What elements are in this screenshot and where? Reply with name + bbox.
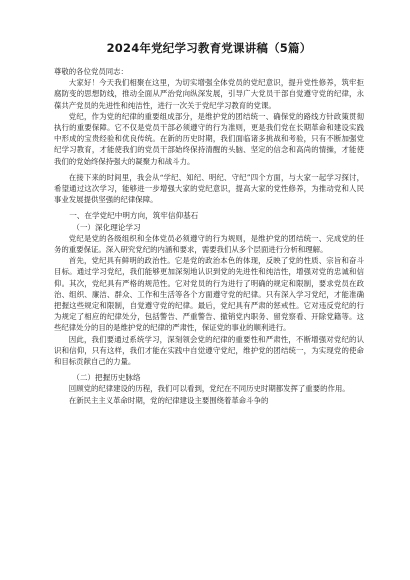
subsection-heading-1: （一）深化理论学习 [72,222,141,232]
paragraph-history-1: 回顾党的纪律建设的历程，我们可以看到，党纪在不同历史时期都发挥了重要的作用。 [68,384,350,394]
paragraph-party-discipline: 党纪，作为党的纪律的重要组成部分，是维护党的团结统一、确保党的路线方针政策贯彻执行的重要保障。它不仅是党员干部必须遵守的行为准则，更是我们党在长期革命和建设实践中形成的宝贵经验和优良传统。在新的历史时期，我们面临诸多挑战和考验，只有不断加强党纪学习教育，才能使我们的党员干部始终保持清醒的头脑、坚定的信念和高尚的情操，才能使我们的党始终保持强大的凝聚力和战斗力。 [54,111,364,166]
paragraph-outline: 在接下来的时间里，我会从“学纪、知纪、明纪、守纪”四个方面，与大家一起学习探讨，希望通过这次学习，能够进一步增强大家的党纪意识，提高大家的党性修养，为推动党和人民事业发展提供坚强的纪律保障。 [54,172,364,205]
paragraph-theory-1: 党纪是党的各级组织和全体党员必须遵守的行为规则，是维护党的团结统一、完成党的任务的重要保证。深入研究党纪的内涵和要求，需要我们从多个层面进行分析和理解。 [54,233,364,255]
document-title: 2024年党纪学习教育党课讲稿（5篇） [106,41,312,55]
greeting: 尊敬的各位党员同志： [54,67,128,76]
paragraph-intro: 大家好！今天我们相聚在这里，为切实增强全体党员的党纪意识，提升党性修养，筑牢拒腐防变的思想防线，推动全面从严治党向纵深发展，引导广大党员干部自觉遵守党的纪律，永葆共产党员的先进性和纯洁性，进行一次关于党纪学习教育的党课。 [54,78,364,110]
paragraph-history-2: 在新民主主义革命时期，党的纪律建设主要围绕着革命斗争的 [68,395,269,405]
paragraph-theory-2: 首先，党纪具有鲜明的政治性。它是党的政治本色的体现，反映了党的性质、宗旨和奋斗目标。通过学习党纪，我们能够更加深刻地认识到党的先进性和纯洁性，增强对党的忠诚和信仰。其次，党纪具有严格的规范性。它对党员的行为进行了明确的规定和限制，要求党员在政治、组织、廉洁、群众、工作和生活等各个方面遵守党的纪律。只有深入学习党纪，才能准确把握这些规定和限制，自觉遵守党的纪律。最后，党纪具有严肃的惩戒性。它对违反党纪的行为规定了相应的纪律处分，包括警告、严重警告、撤销党内职务、留党察看、开除党籍等。这些纪律处分的目的是维护党的纪律的严肃性，保证党的事业的顺利进行。 [54,256,364,333]
section-heading-1: 一、在学党纪中明方向，筑牢信仰基石 [69,211,199,221]
subsection-heading-2: （二）把握历史脉络 [72,373,141,383]
paragraph-theory-3: 因此，我们要通过系统学习，深刻领会党的纪律的重要性和严肃性，不断增强对党纪的认识和信仰，只有这样，我们才能在实践中自觉遵守党纪，维护党的团结统一，为实现党的使命和目标贡献自己的力量。 [54,334,364,367]
